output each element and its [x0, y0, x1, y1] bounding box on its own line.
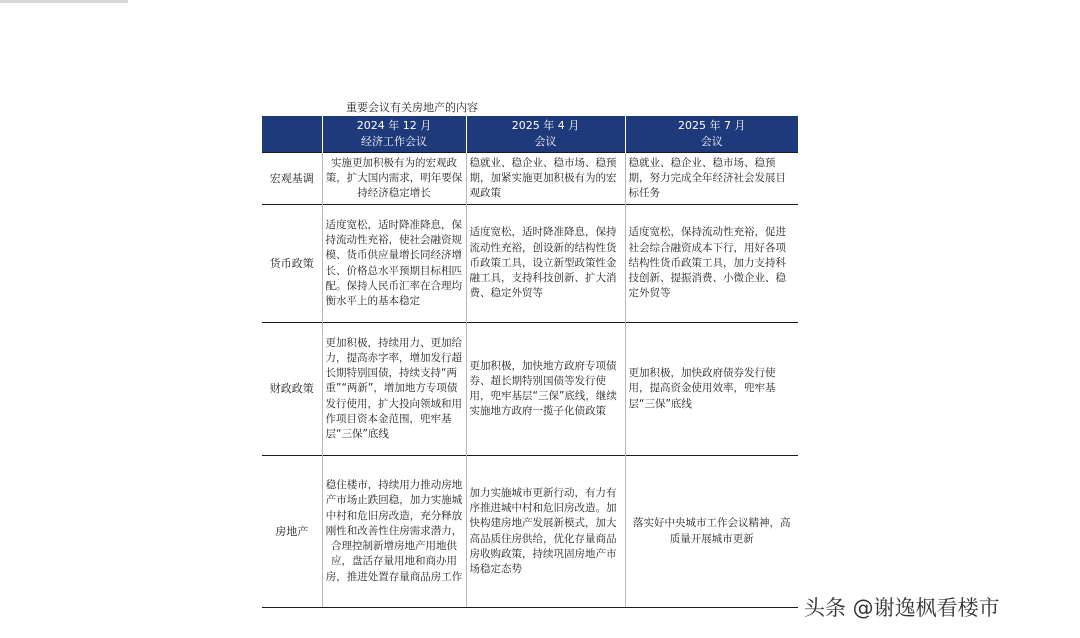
cell-real-estate-2025-04: 加力实施城市更新行动，有力有序推进城中村和危旧房改造。加快构建房地产发展新模式，加大高品质住房供给，优化存量商品房收购政策，持续巩固房地产市场稳定态势	[466, 456, 625, 608]
cell-fiscal-2025-07: 更加积极，加快政府债券发行使用，提高资金使用效率，兜牢基层“三保”底线	[625, 323, 798, 456]
cell-real-estate-2025-07: 落实好中央城市工作会议精神，高质量开展城市更新	[625, 456, 798, 608]
row-label-fiscal: 财政政策	[262, 323, 322, 456]
cell-monetary-2024-12: 适度宽松，适时降准降息，保持流动性充裕，使社会融资规模、货币供应量增长同经济增长、价格总水平预期目标相匹配。保持人民币汇率在合理均衡水平上的基本稳定	[322, 205, 466, 323]
header-blank	[262, 116, 322, 153]
document-title: 重要会议有关房地产的内容	[346, 101, 478, 114]
cell-fiscal-2025-04: 更加积极，加快地方政府专项债券、超长期特别国债等发行使用，兜牢基层“三保”底线，继续实施地方政府一揽子化债政策	[466, 323, 625, 456]
cell-macro-2024-12: 实施更加积极有为的宏观政策，扩大国内需求，明年要保持经济稳定增长	[322, 153, 466, 205]
row-label-real-estate: 房地产	[262, 456, 322, 608]
header-2025-04: 2025 年 4 月 会议	[466, 116, 625, 153]
top-bar	[0, 0, 128, 3]
header-row	[262, 116, 798, 153]
row-real-estate	[262, 456, 798, 608]
meeting-comparison-table	[262, 116, 798, 608]
row-macro	[262, 153, 798, 205]
cell-macro-2025-04: 稳就业、稳企业、稳市场、稳预期，加紧实施更加积极有为的宏观政策	[466, 153, 625, 205]
row-label-monetary: 货币政策	[262, 205, 322, 323]
row-monetary	[262, 205, 798, 323]
row-label-macro: 宏观基调	[262, 153, 322, 205]
cell-real-estate-2024-12: 稳住楼市，持续用力推动房地产市场止跌回稳，加力实施城中村和危旧房改造，充分释放刚性和改善性住房需求潜力，合理控制新增房地产用地供应，盘活存量用地和商办用房，推进处置存量商品房工作	[322, 456, 466, 608]
watermark: 头条 @谢逸枫看楼市	[804, 596, 1000, 620]
header-2024-12: 2024 年 12 月 经济工作会议	[322, 116, 466, 153]
cell-monetary-2025-07: 适度宽松，保持流动性充裕，促进社会综合融资成本下行，用好各项结构性货币政策工具，加力支持科技创新、提振消费、小微企业、稳定外贸等	[625, 205, 798, 323]
cell-monetary-2025-04: 适度宽松，适时降准降息，保持流动性充裕，创设新的结构性货币政策工具，设立新型政策性金融工具，支持科技创新、扩大消费、稳定外贸等	[466, 205, 625, 323]
cell-macro-2025-07: 稳就业、稳企业、稳市场、稳预期，努力完成全年经济社会发展目标任务	[625, 153, 798, 205]
cell-fiscal-2024-12: 更加积极，持续用力、更加给力，提高赤字率，增加发行超长期特别国债，持续支持“两重”“两新”，增加地方专项债发行使用，扩大投向领域和用作项目资本金范围，兜牢基层“三保”底线	[322, 323, 466, 456]
row-fiscal	[262, 323, 798, 456]
header-2025-07: 2025 年 7 月 会议	[625, 116, 798, 153]
